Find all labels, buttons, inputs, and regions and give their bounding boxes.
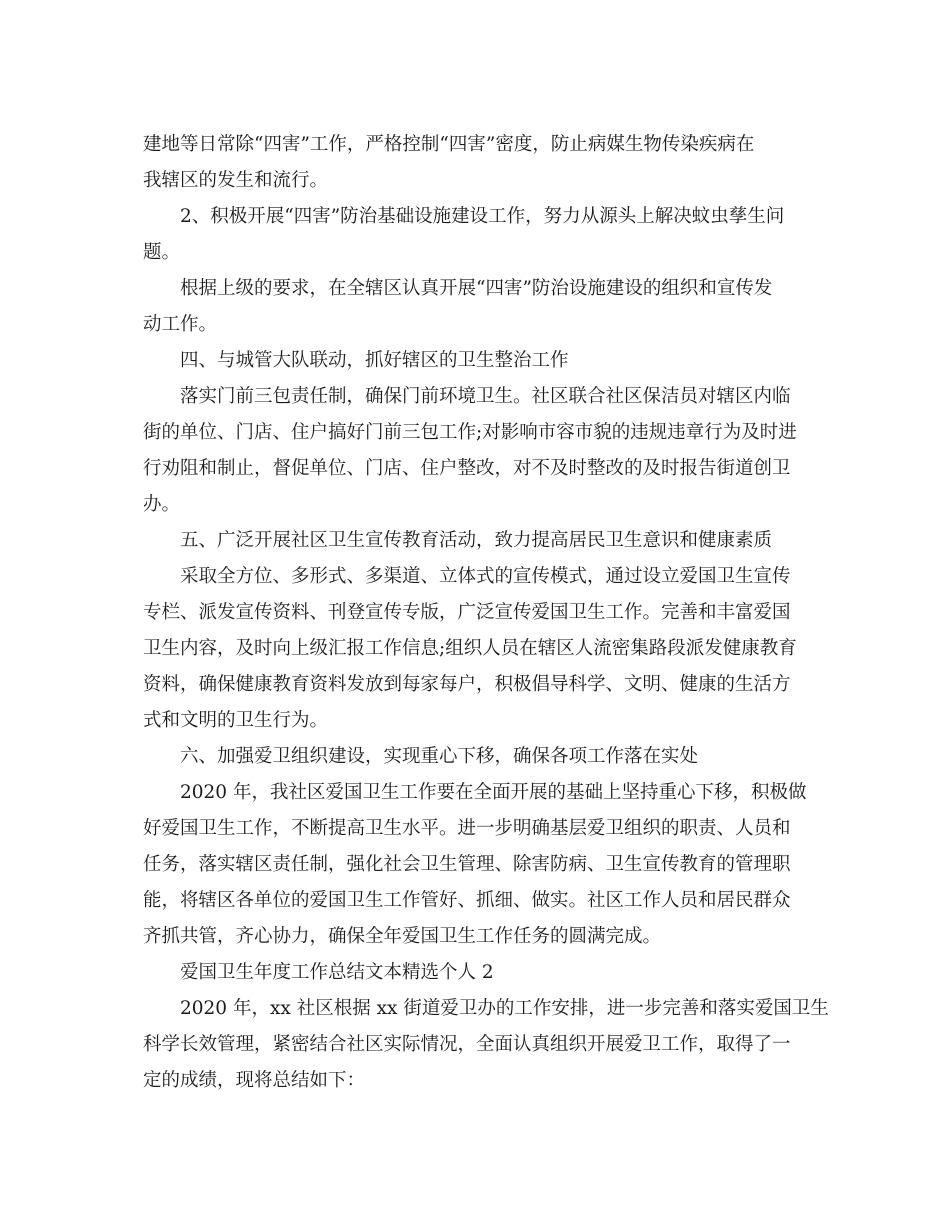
body-text-line: 任务，落实辖区责任制，强化社会卫生管理、除害防病、卫生宣传教育的管理职: [143, 854, 791, 875]
body-text-line: 落实门前三包责任制，确保门前环境卫生。社区联合社区保洁员对辖区内临: [180, 386, 791, 407]
section-heading-4: 四、与城管大队联动，抓好辖区的卫生整治工作: [180, 350, 569, 371]
body-text-line: 专栏、派发宣传资料、刊登宣传专版，广泛宣传爱国卫生工作。完善和丰富爱国: [143, 602, 791, 623]
section-heading-5: 五、广泛开展社区卫生宣传教育活动，致力提高居民卫生意识和健康素质: [180, 530, 773, 551]
list-item-2: 2、积极开展“四害”防治基础设施建设工作，努力从源头上解决蚊虫孳生问: [180, 206, 785, 227]
body-text-line: 2020 年，xx 社区根据 xx 街道爱卫办的工作安排，进一步完善和落实爱国卫生: [180, 998, 829, 1019]
body-text-line: 街的单位、门店、住户搞好门前三包工作;对影响市容市貌的违规违章行为及时进: [143, 422, 797, 443]
body-text-line: 我辖区的发生和流行。: [143, 170, 329, 191]
body-text-line: 科学长效管理，紧密结合社区实际情况，全面认真组织开展爱卫工作，取得了一: [143, 1034, 791, 1055]
body-text-line: 办。: [143, 494, 181, 515]
body-text-line: 式和文明的卫生行为。: [143, 710, 329, 731]
body-text-line: 好爱国卫生工作，不断提高卫生水平。进一步明确基层爱卫组织的职责、人员和: [143, 818, 791, 839]
body-text-line: 题。: [143, 242, 181, 263]
body-text-line: 齐抓共管，齐心协力，确保全年爱国卫生工作任务的圆满完成。: [143, 926, 662, 947]
body-text-line: 定的成绩，现将总结如下：: [143, 1070, 366, 1091]
body-text-line: 卫生内容，及时向上级汇报工作信息;组织人员在辖区人流密集路段派发健康教育: [143, 638, 797, 659]
body-text-line: 2020 年，我社区爱国卫生工作要在全面开展的基础上坚持重心下移，积极做: [180, 782, 807, 803]
body-text-line: 能，将辖区各单位的爱国卫生工作管好、抓细、做实。社区工作人员和居民群众: [143, 890, 791, 911]
body-text-line: 建地等日常除“四害”工作，严格控制“四害”密度，防止病媒生物传染疾病在: [143, 134, 755, 155]
article-title: 爱国卫生年度工作总结文本精选个人 2: [180, 962, 494, 983]
body-text-line: 行劝阻和制止，督促单位、门店、住户整改，对不及时整改的及时报告街道创卫: [143, 458, 791, 479]
body-text-line: 根据上级的要求，在全辖区认真开展“四害”防治设施建设的组织和宣传发: [180, 278, 773, 299]
body-text-line: 资料，确保健康教育资料发放到每家每户，积极倡导科学、文明、健康的生活方: [143, 674, 791, 695]
section-heading-6: 六、加强爱卫组织建设，实现重心下移，确保各项工作落在实处: [180, 746, 699, 767]
body-text-line: 动工作。: [143, 314, 218, 335]
body-text-line: 采取全方位、多形式、多渠道、立体式的宣传模式，通过设立爱国卫生宣传: [180, 566, 791, 587]
